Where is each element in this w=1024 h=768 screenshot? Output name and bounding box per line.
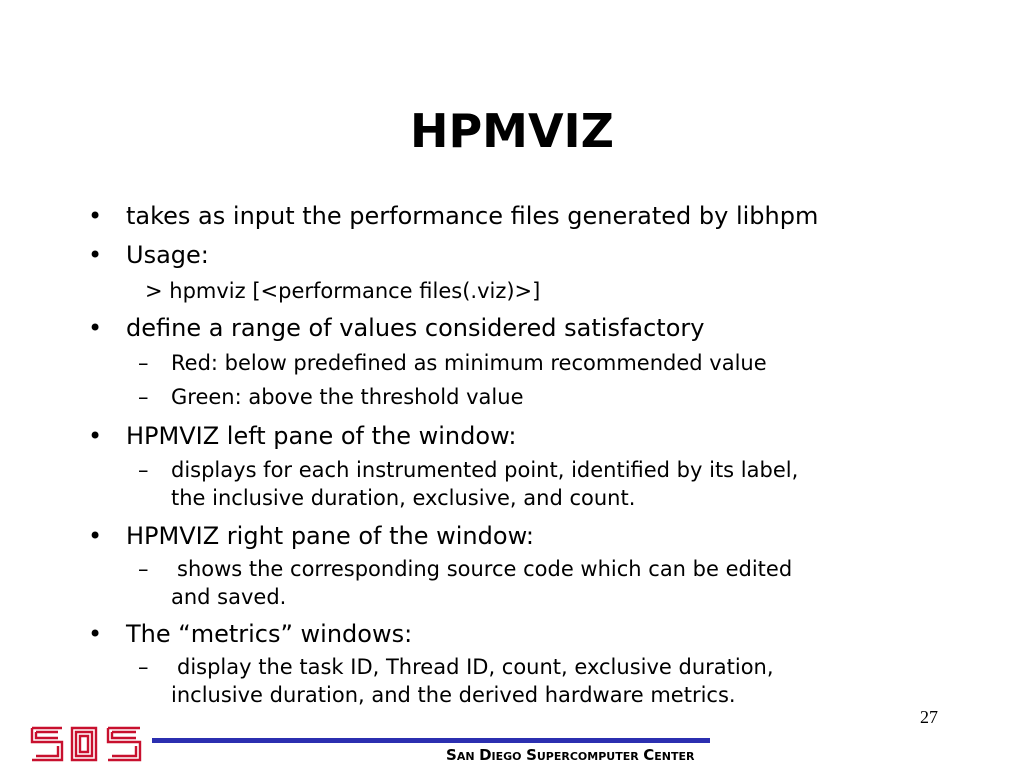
bullet-item [88,522,534,550]
sub-item-text: and saved. [171,585,287,609]
sub-item [138,458,799,482]
dash-glyph: – [138,385,149,409]
footer-organization: SAN DIEGO SUPERCOMPUTER CENTER [446,746,695,764]
bullet-glyph: • [88,202,103,230]
bullet-text: HPMVIZ left pane of the window: [126,422,517,450]
bullet-text: HPMVIZ right pane of the window: [126,522,534,550]
sub-item-text: the inclusive duration, exclusive, and count. [171,486,636,510]
usage-command: > hpmviz [<performance files(.viz)>] [145,279,541,303]
bullet-glyph: • [88,241,103,269]
sub-item-continuation [171,486,635,510]
bullet-item [88,202,819,230]
page-number: 27 [920,707,938,727]
dash-glyph: – [138,557,149,581]
sub-item-text: Red: below predefined as minimum recommended value [171,351,767,375]
sub-item-text: inclusive duration, and the derived hardware metrics. [171,683,736,707]
sub-item-continuation [171,683,736,707]
bullet-item [88,241,209,269]
sub-item-text: displays for each instrumented point, identified by its label, [171,458,799,482]
sub-item-continuation [171,585,286,609]
sub-item [138,351,767,375]
sub-item-text: display the task ID, Thread ID, count, exclusive duration, [177,655,774,679]
bullet-text: The “metrics” windows: [126,620,413,648]
slide-title: HPMVIZ [409,104,615,158]
bullet-text: takes as input the performance files generated by libhpm [126,202,819,230]
bullet-glyph: • [88,522,103,550]
sdsc-logo [28,722,146,766]
dash-glyph: – [138,655,149,679]
dash-glyph: – [138,458,149,482]
dash-glyph: – [138,351,149,375]
bullet-glyph: • [88,314,103,342]
bullet-item [88,620,413,648]
bullet-text: define a range of values considered satisfactory [126,314,705,342]
bullet-glyph: • [88,422,103,450]
bullet-item [88,314,705,342]
sub-item-text: shows the corresponding source code which can be edited [177,557,793,581]
sub-item [138,655,774,679]
sub-item-text: Green: above the threshold value [171,385,524,409]
bullet-text: Usage: [126,241,209,269]
sub-item [138,385,524,409]
bullet-glyph: • [88,620,103,648]
sub-item [138,557,793,581]
footer-rule [152,738,710,743]
footer-text-source [694,746,695,747]
bullet-item [88,422,517,450]
